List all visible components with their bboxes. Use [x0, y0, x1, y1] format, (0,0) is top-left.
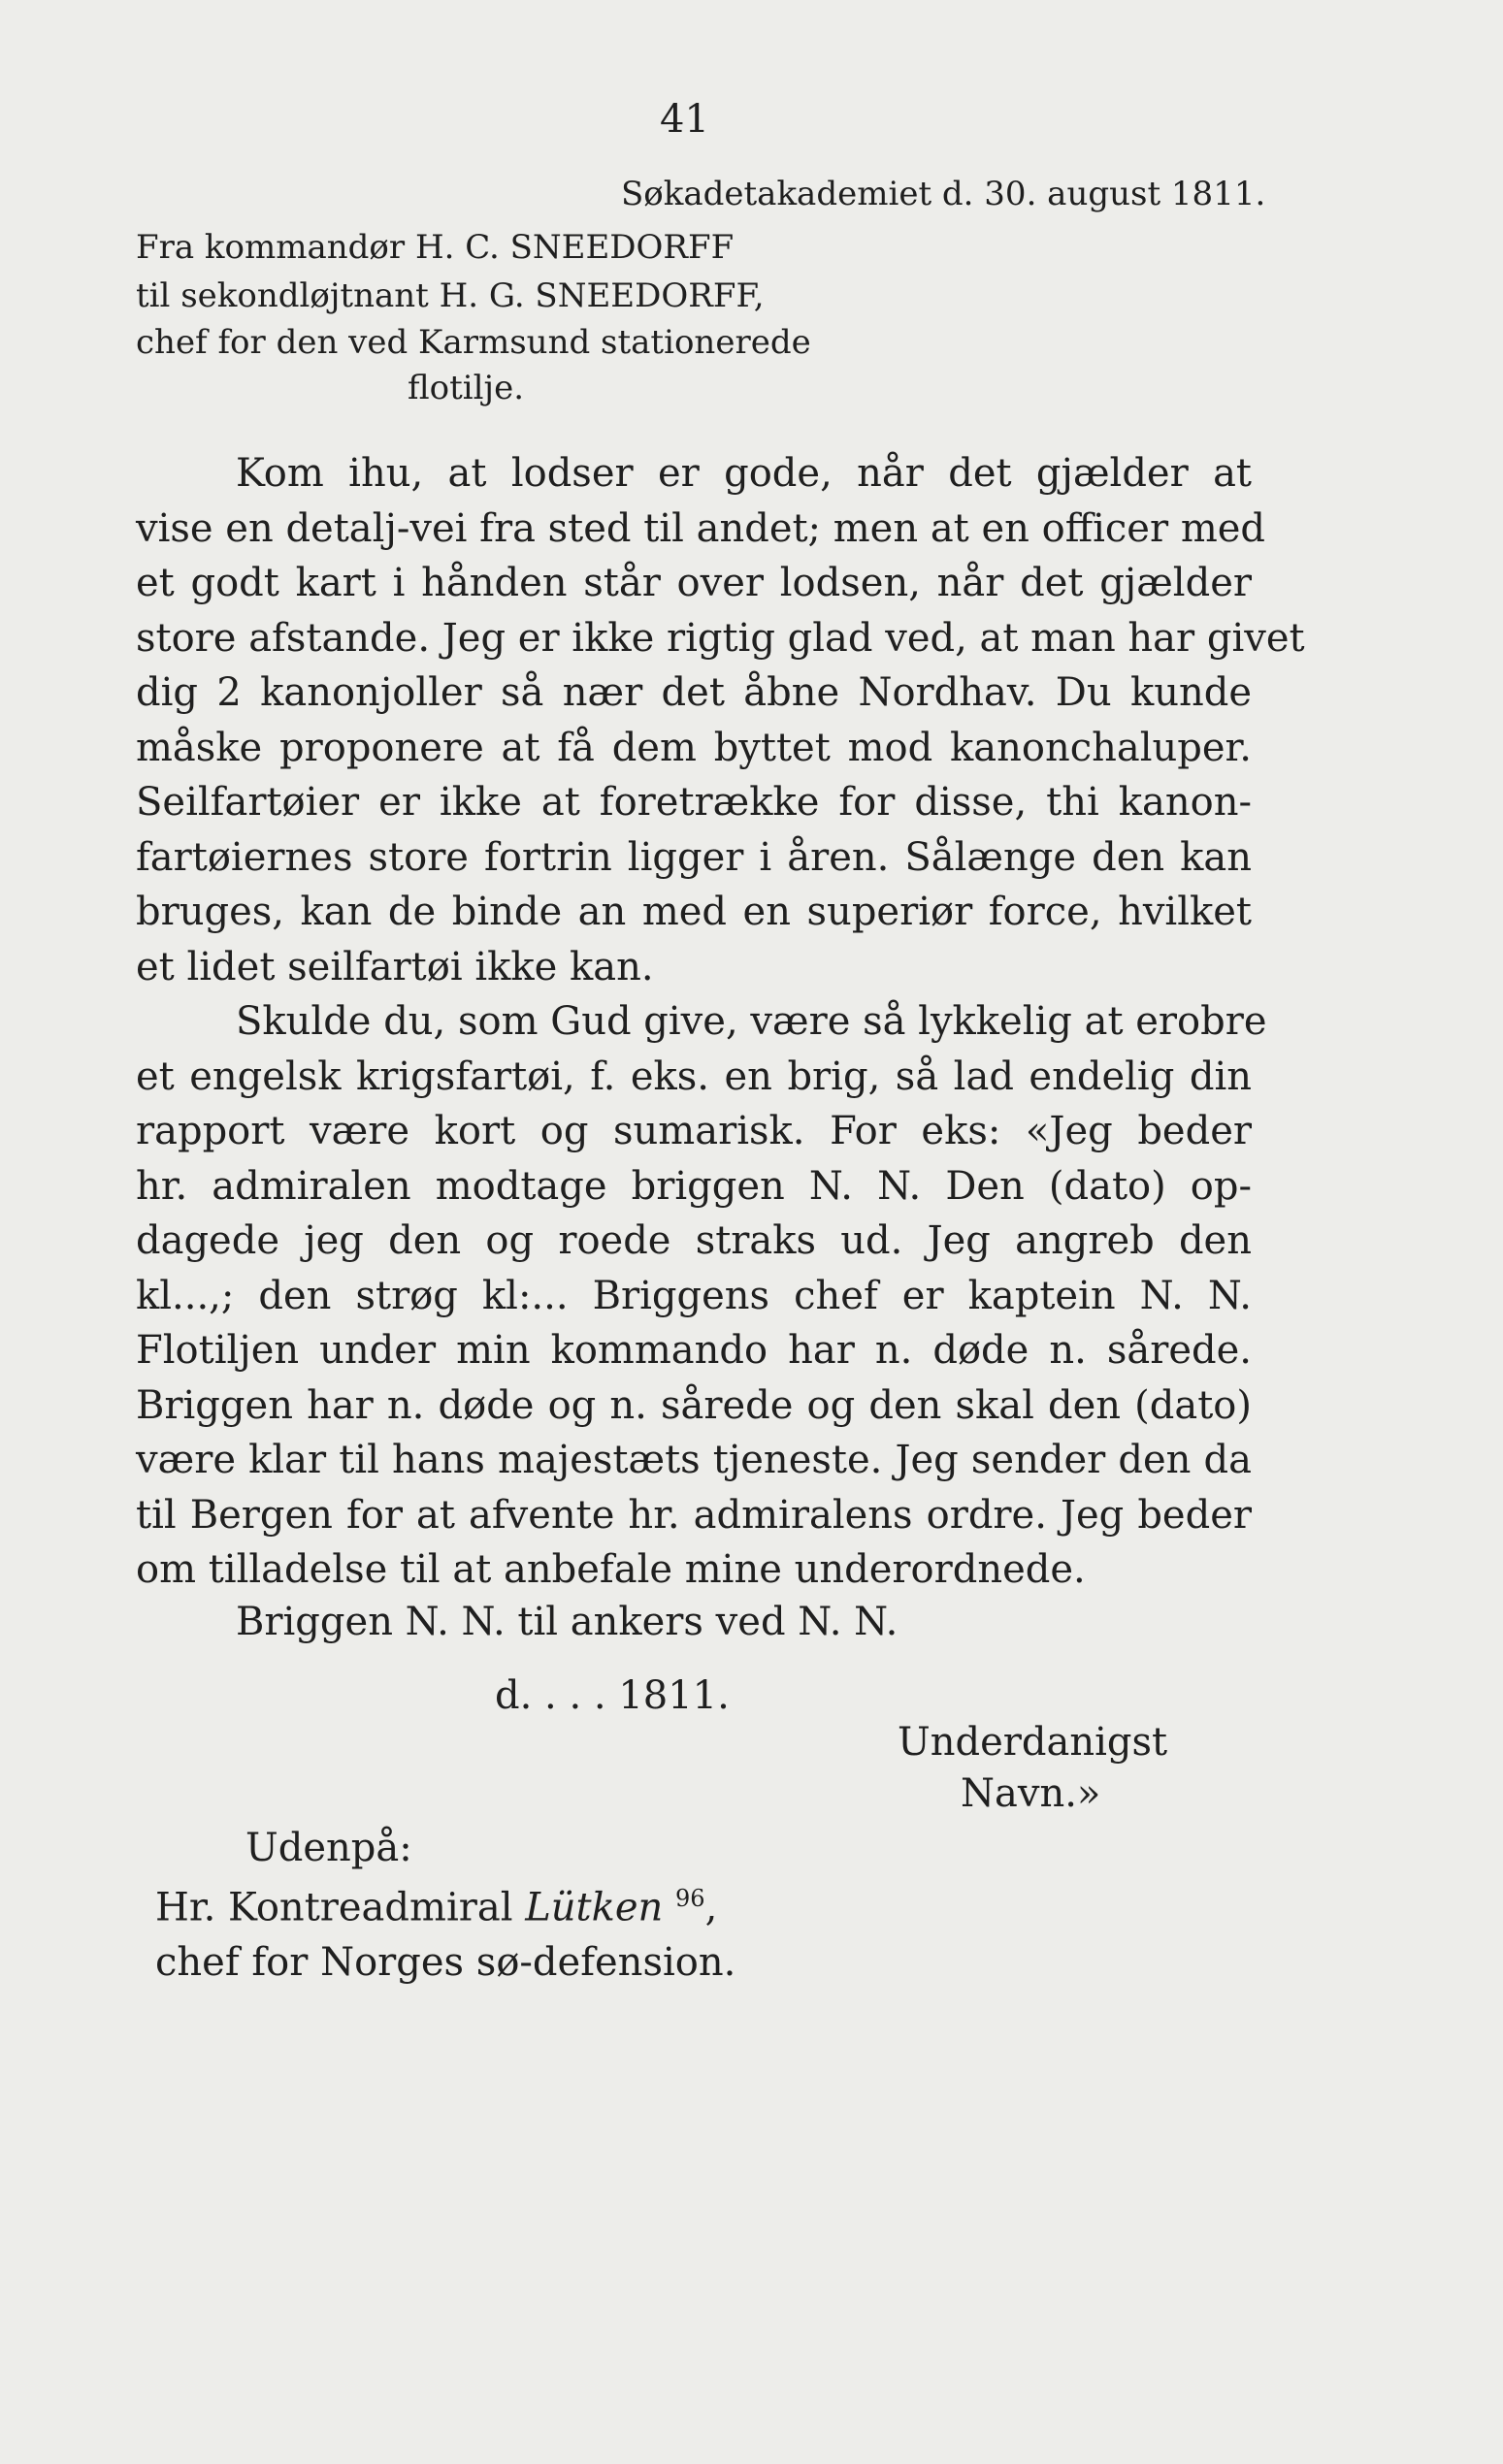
- addressee-name: Lütken: [525, 1885, 664, 1930]
- address-suffix: ,: [704, 1885, 718, 1930]
- text-line: Skulde du, som Gud give, være så lykkelig at erobre: [236, 999, 1267, 1044]
- text-line: Briggen har n. døde og n. sårede og den skal den (dato): [136, 1382, 1252, 1428]
- letter-body: [136, 446, 1305, 1598]
- signature-date: d. . . . 1811.: [495, 1673, 730, 1718]
- text-line: fartøiernes store fortrin ligger i åren. Sålænge den kan: [136, 834, 1252, 880]
- text-line: Seilfartøier er ikke at foretrække for disse, thi kanon-: [136, 780, 1252, 825]
- signature-name: Navn.»: [961, 1771, 1101, 1816]
- address-prefix: Hr. Kontreadmiral: [155, 1885, 513, 1930]
- text-line: bruges, kan de binde an med en superiør force, hvilket: [136, 890, 1252, 934]
- address-line2: chef for Norges sø-defension.: [155, 1940, 736, 1985]
- signature-closing: Underdanigst: [898, 1720, 1168, 1765]
- text-line: et engelsk krigsfartøi, f. eks. en brig, så lad endelig din: [136, 1054, 1252, 1099]
- text-line: store afstande. Jeg er ikke rigtig glad ved, at man har givet: [136, 615, 1305, 661]
- place-date: Søkadetakademiet d. 30. august 1811.: [621, 175, 1266, 213]
- footnote-marker: 96: [675, 1885, 705, 1912]
- text-line: være klar til hans majestæts tjeneste. Jeg sender den da: [136, 1438, 1252, 1482]
- paragraph-location: [136, 1595, 1252, 1650]
- header-role-line1: chef for den ved Karmsund stationerede: [136, 323, 811, 362]
- text-line: til Bergen for at afvente hr. admiralens ordre. Jeg beder: [136, 1492, 1252, 1538]
- text-line: Briggen N. N. til ankers ved N. N.: [236, 1600, 899, 1644]
- header-role-line2: flotilje.: [408, 369, 525, 407]
- text-line: Flotiljen under min kommando har n. døde n. sårede.: [136, 1328, 1252, 1373]
- text-line: et godt kart i hånden står over lodsen, når det gjælder: [136, 561, 1252, 605]
- header-from: Fra kommandør H. C. SNEEDORFF: [136, 228, 735, 267]
- text-line: Kom ihu, at lodser er gode, når det gjælder at: [236, 451, 1252, 496]
- header-to: til sekondløjtnant H. G. SNEEDORFF,: [136, 276, 765, 315]
- text-line: om tilladelse til at anbefale mine underordnede.: [136, 1547, 1086, 1592]
- text-line: hr. admiralen modtage briggen N. N. Den (dato) op-: [136, 1163, 1252, 1209]
- address-label: Udenpå:: [245, 1826, 412, 1870]
- text-line: et lidet seilfartøi ikke kan.: [136, 944, 654, 989]
- address-line1: [155, 1885, 717, 1929]
- text-line: rapport være kort og sumarisk. For eks: «Jeg beder: [136, 1109, 1252, 1153]
- text-line: dig 2 kanonjoller så nær det åbne Nordhav. Du kunde: [136, 670, 1252, 715]
- page-number: 41: [660, 97, 709, 142]
- text-line: vise en detalj-vei fra sted til andet; men at en officer med: [136, 505, 1266, 551]
- text-line: dagede jeg den og roede straks ud. Jeg angreb den: [136, 1218, 1252, 1263]
- text-line: måske proponere at få dem byttet mod kanonchaluper.: [136, 725, 1252, 770]
- text-line: kl...,; den strøg kl:... Briggens chef er kaptein N. N.: [136, 1273, 1252, 1318]
